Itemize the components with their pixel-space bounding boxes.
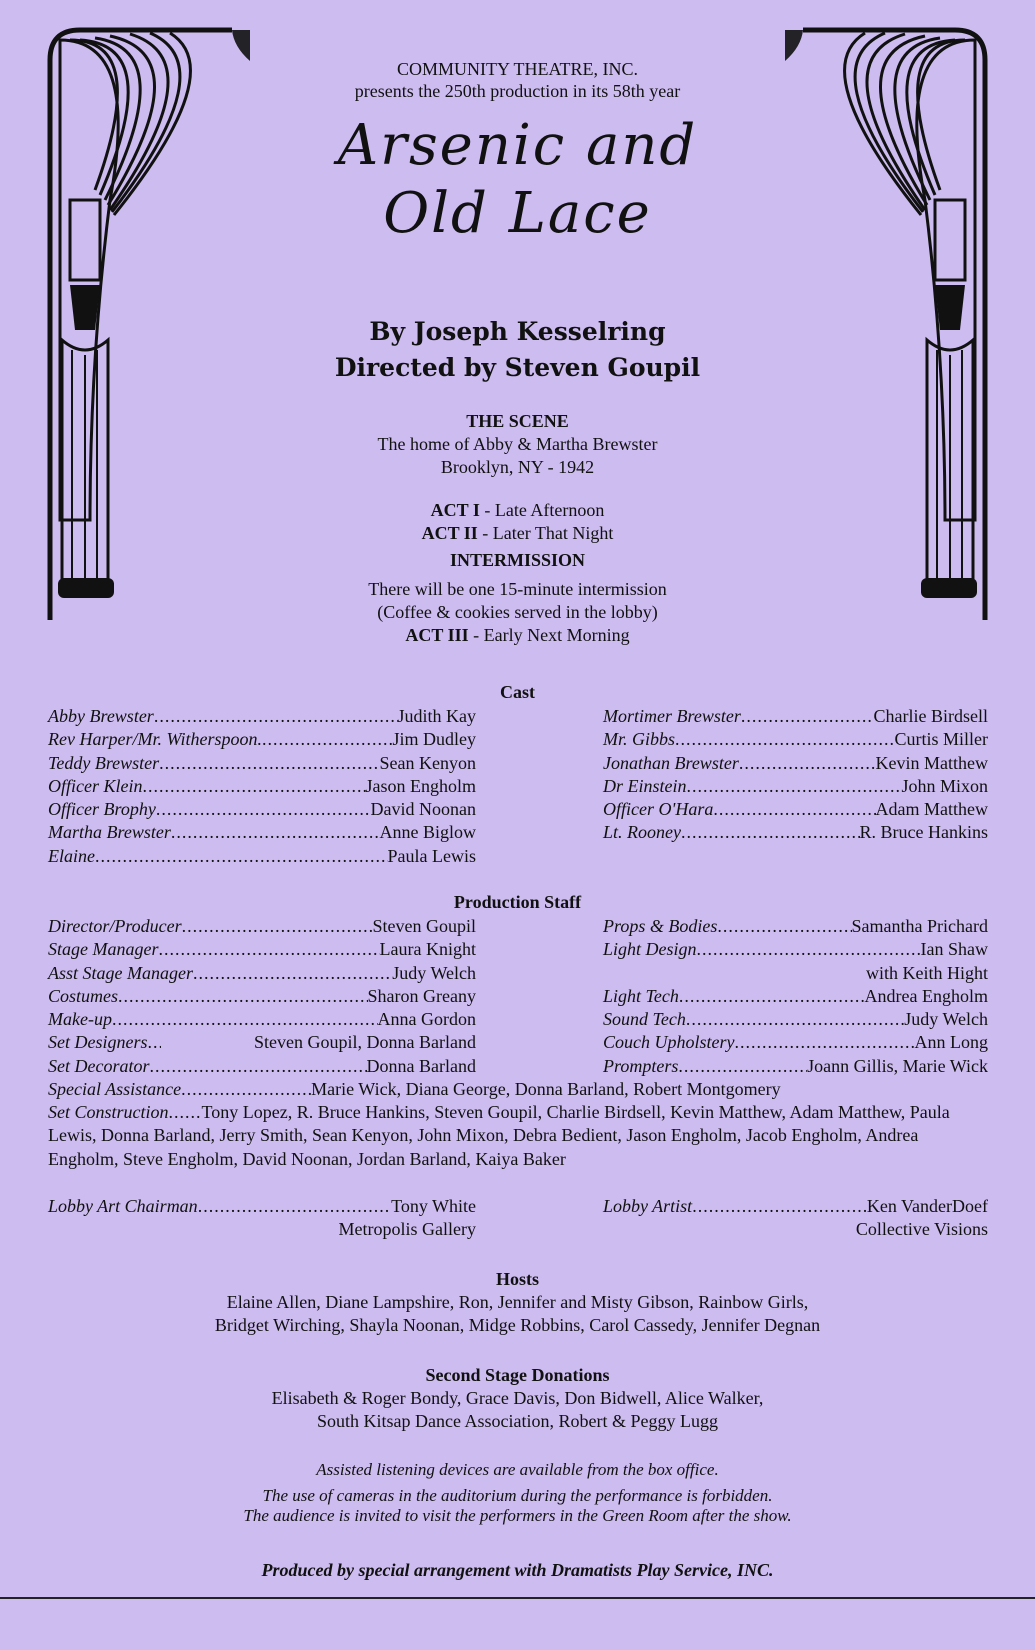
cast-row: [603, 775, 988, 798]
intermission-line-2: (Coffee & cookies served in the lobby): [377, 602, 658, 622]
cast-name: Curtis Miller: [894, 729, 988, 750]
staff-row: [603, 985, 988, 1008]
staff-role: Props & Bodies: [603, 916, 718, 936]
cast-role: Officer Brophy: [48, 799, 156, 820]
scene-heading: THE SCENE: [466, 411, 569, 431]
cast-row: [48, 821, 476, 844]
cast-row: [603, 728, 988, 751]
act-2-time: - Later That Night: [477, 523, 614, 543]
hosts-line-1: Elaine Allen, Diane Lampshire, Ron, Jennifer and Misty Gibson, Rainbow Girls,: [226, 1292, 809, 1312]
production-note: presents the 250th production in its 58th year: [354, 81, 681, 101]
listening-devices-note: Assisted listening devices are available from the box office.: [316, 1460, 719, 1479]
staff-row: [603, 1031, 988, 1054]
scene-line-1: The home of Abby & Martha Brewster: [377, 434, 658, 454]
act-2: [0, 522, 1035, 545]
cast-row: [48, 845, 476, 868]
bottom-rule: [0, 1597, 1035, 1599]
presenter-block: [0, 58, 1035, 102]
cast-role: Teddy Brewster: [48, 752, 160, 773]
camera-note: The use of cameras in the auditorium during the performance is forbidden.: [262, 1486, 773, 1505]
staff-name: Steven Goupil: [372, 916, 476, 936]
staff-name: Ian Shaw: [920, 939, 988, 960]
lobby-artist-name: Ken VanderDoef: [866, 1196, 988, 1216]
staff-name: Sharon Greany: [367, 985, 476, 1006]
play-title: [0, 112, 1035, 248]
cast-row: [603, 752, 988, 775]
cast-role: Officer Klein: [48, 775, 143, 796]
cast-row: [603, 705, 988, 728]
cast-name: Charlie Birdsell: [873, 706, 988, 726]
staff-row: [603, 938, 988, 961]
act-1: [0, 499, 1035, 522]
donations-block: [0, 1364, 1035, 1433]
staff-role: Couch Upholstery: [603, 1032, 735, 1053]
cast-name: Anne Biglow: [379, 822, 476, 843]
staff-name: Steven Goupil, Donna Barland: [254, 1032, 476, 1053]
cast-heading: Cast: [500, 682, 535, 702]
cast-row: [48, 705, 476, 728]
staff-right-column: [603, 915, 988, 1078]
lobby-art-name: Tony White: [391, 1196, 476, 1216]
staff-row: [48, 1055, 476, 1078]
staff-role: Make-up: [48, 1009, 112, 1030]
staff-name: Laura Knight: [379, 939, 476, 960]
act-1-label: ACT I: [430, 500, 480, 520]
notes-block: [0, 1460, 1035, 1526]
cast-row: [603, 798, 988, 821]
cast-role: Mr. Gibbs: [603, 729, 676, 750]
cast-name: Jim Dudley: [392, 729, 476, 750]
lobby-artist-block: [603, 1195, 988, 1242]
staff-role: Light Design: [603, 939, 697, 960]
act-3-label: ACT III: [405, 625, 469, 645]
staff-continuation: with Keith Hight: [866, 962, 988, 983]
intermission-heading: INTERMISSION: [449, 550, 586, 570]
cast-name: Adam Matthew: [875, 799, 988, 820]
cast-role: Elaine: [48, 845, 95, 866]
cast-name: R. Bruce Hankins: [859, 822, 988, 843]
cast-name: Sean Kenyon: [379, 752, 476, 773]
cast-name: Jason Engholm: [365, 775, 476, 796]
company-name: COMMUNITY THEATRE, INC.: [397, 59, 638, 79]
staff-heading: Production Staff: [453, 892, 582, 912]
act-3-time: - Early Next Morning: [468, 625, 630, 645]
staff-role: Prompters: [603, 1055, 679, 1076]
cast-role: Jonathan Brewster: [603, 752, 739, 773]
cast-name: David Noonan: [370, 799, 476, 820]
footer-credit: Produced by special arrangement with Dramatists Play Service, INC.: [261, 1560, 774, 1580]
lobby-art-block: [48, 1195, 476, 1242]
credits-block: [0, 314, 1035, 386]
staff-role: Costumes: [48, 985, 119, 1006]
staff-name: Judy Welch: [392, 962, 476, 983]
special-assistance-row: [48, 1078, 988, 1101]
cast-role: Lt. Rooney: [603, 822, 681, 843]
staff-name: Andrea Engholm: [864, 985, 988, 1006]
cast-name: Judith Kay: [397, 706, 476, 726]
act-3: [0, 624, 1035, 647]
title-line-1: Arsenic and: [337, 113, 698, 178]
hosts-line-2: Bridget Wirching, Shayla Noonan, Midge Robbins, Carol Cassedy, Jennifer Degnan: [214, 1315, 821, 1335]
staff-name: Donna Barland: [366, 1055, 476, 1076]
staff-name: Anna Gordon: [377, 1009, 476, 1030]
donations-heading: Second Stage Donations: [425, 1365, 610, 1385]
staff-row: [48, 938, 476, 961]
hosts-heading: Hosts: [495, 1269, 539, 1289]
staff-role: Sound Tech: [603, 1009, 686, 1030]
cast-row: [48, 728, 476, 751]
staff-row: [603, 915, 988, 938]
hosts-block: [0, 1268, 1035, 1337]
donations-line-1: Elisabeth & Roger Bondy, Grace Davis, Don Bidwell, Alice Walker,: [271, 1388, 764, 1408]
cast-name: John Mixon: [901, 775, 988, 796]
special-assistance-role: Special Assistance: [48, 1079, 182, 1099]
staff-name: Samantha Prichard: [851, 916, 988, 936]
lobby-art-role: Lobby Art Chairman: [48, 1196, 198, 1216]
staff-row: [603, 1008, 988, 1031]
cast-right-column: [603, 705, 988, 845]
cast-role: Rev Harper/Mr. Witherspoon.: [48, 729, 262, 750]
cast-role: Mortimer Brewster: [603, 706, 741, 726]
cast-role: Officer O'Hara: [603, 799, 714, 820]
staff-role: Asst Stage Manager: [48, 962, 193, 983]
scene-line-2: Brooklyn, NY - 1942: [440, 457, 595, 477]
staff-role: Light Tech: [603, 985, 679, 1006]
set-construction-block: Set Construction......Tony Lopez, R. Bruce Hankins, Steven Goupil, Charlie Birdsell, Kevin Matthew, Adam Matthew, Paula Lewis, Donna Barland, Jerry Smith, Sean Kenyon, John Mixon, Debra Bedient, Jason Engholm, Jacob Engholm, Andrea Engholm, Steve Engholm, David Noonan, Jordan Barland, Kaiya Baker: [48, 1102, 950, 1169]
intermission-line-1: There will be one 15-minute intermission: [368, 579, 667, 599]
author-credit: By Joseph Kesselring: [369, 317, 666, 346]
cast-row: [48, 775, 476, 798]
special-assistance-names: Marie Wick, Diana George, Donna Barland, Robert Montgomery: [311, 1079, 781, 1099]
green-room-note: The audience is invited to visit the performers in the Green Room after the show.: [243, 1506, 792, 1525]
title-line-2: Old Lace: [383, 181, 652, 246]
set-construction-names: Tony Lopez, R. Bruce Hankins, Steven Goupil, Charlie Birdsell, Kevin Matthew, Adam Matthew, Paula Lewis, Donna Barland, Jerry Smith, Sean Kenyon, John Mixon, Debra Bedient, Jason Engholm, Jacob Engholm, Andrea Engholm, Steve Engholm, David Noonan, Jordan Barland, Kaiya Baker: [48, 1102, 950, 1169]
staff-row: [48, 1008, 476, 1031]
staff-role: Stage Manager: [48, 939, 159, 960]
scene-block: [0, 410, 1035, 647]
staff-role: Set Decorator: [48, 1055, 150, 1076]
staff-name: Ann Long: [914, 1032, 988, 1053]
staff-left-column: [48, 915, 476, 1078]
lobby-artist-role: Lobby Artist: [603, 1196, 693, 1216]
set-construction-role: Set Construction: [48, 1102, 169, 1122]
cast-role: Abby Brewster: [48, 706, 154, 726]
act-1-time: - Late Afternoon: [479, 500, 605, 520]
staff-row: [48, 1031, 476, 1054]
act-2-label: ACT II: [421, 523, 478, 543]
staff-row: [603, 1055, 988, 1078]
cast-left-column: [48, 705, 476, 868]
cast-row: [603, 821, 988, 844]
cast-row: [48, 752, 476, 775]
staff-row: [48, 985, 476, 1008]
cast-role: Martha Brewster: [48, 822, 171, 843]
cast-role: Dr Einstein: [603, 775, 687, 796]
staff-role: Set Designers: [48, 1032, 148, 1053]
director-credit: Directed by Steven Goupil: [334, 353, 701, 382]
cast-name: Paula Lewis: [387, 845, 476, 866]
cast-name: Kevin Matthew: [875, 752, 988, 773]
staff-row: [48, 915, 476, 938]
staff-name: Judy Welch: [904, 1009, 988, 1030]
lobby-artist-org: Collective Visions: [855, 1219, 988, 1240]
staff-row: [48, 962, 476, 985]
donations-line-2: South Kitsap Dance Association, Robert & Peggy Lugg: [317, 1411, 718, 1431]
staff-name: Joann Gillis, Marie Wick: [807, 1055, 988, 1076]
staff-role: Director/Producer: [48, 916, 182, 936]
cast-row: [48, 798, 476, 821]
lobby-art-org: Metropolis Gallery: [338, 1219, 476, 1240]
